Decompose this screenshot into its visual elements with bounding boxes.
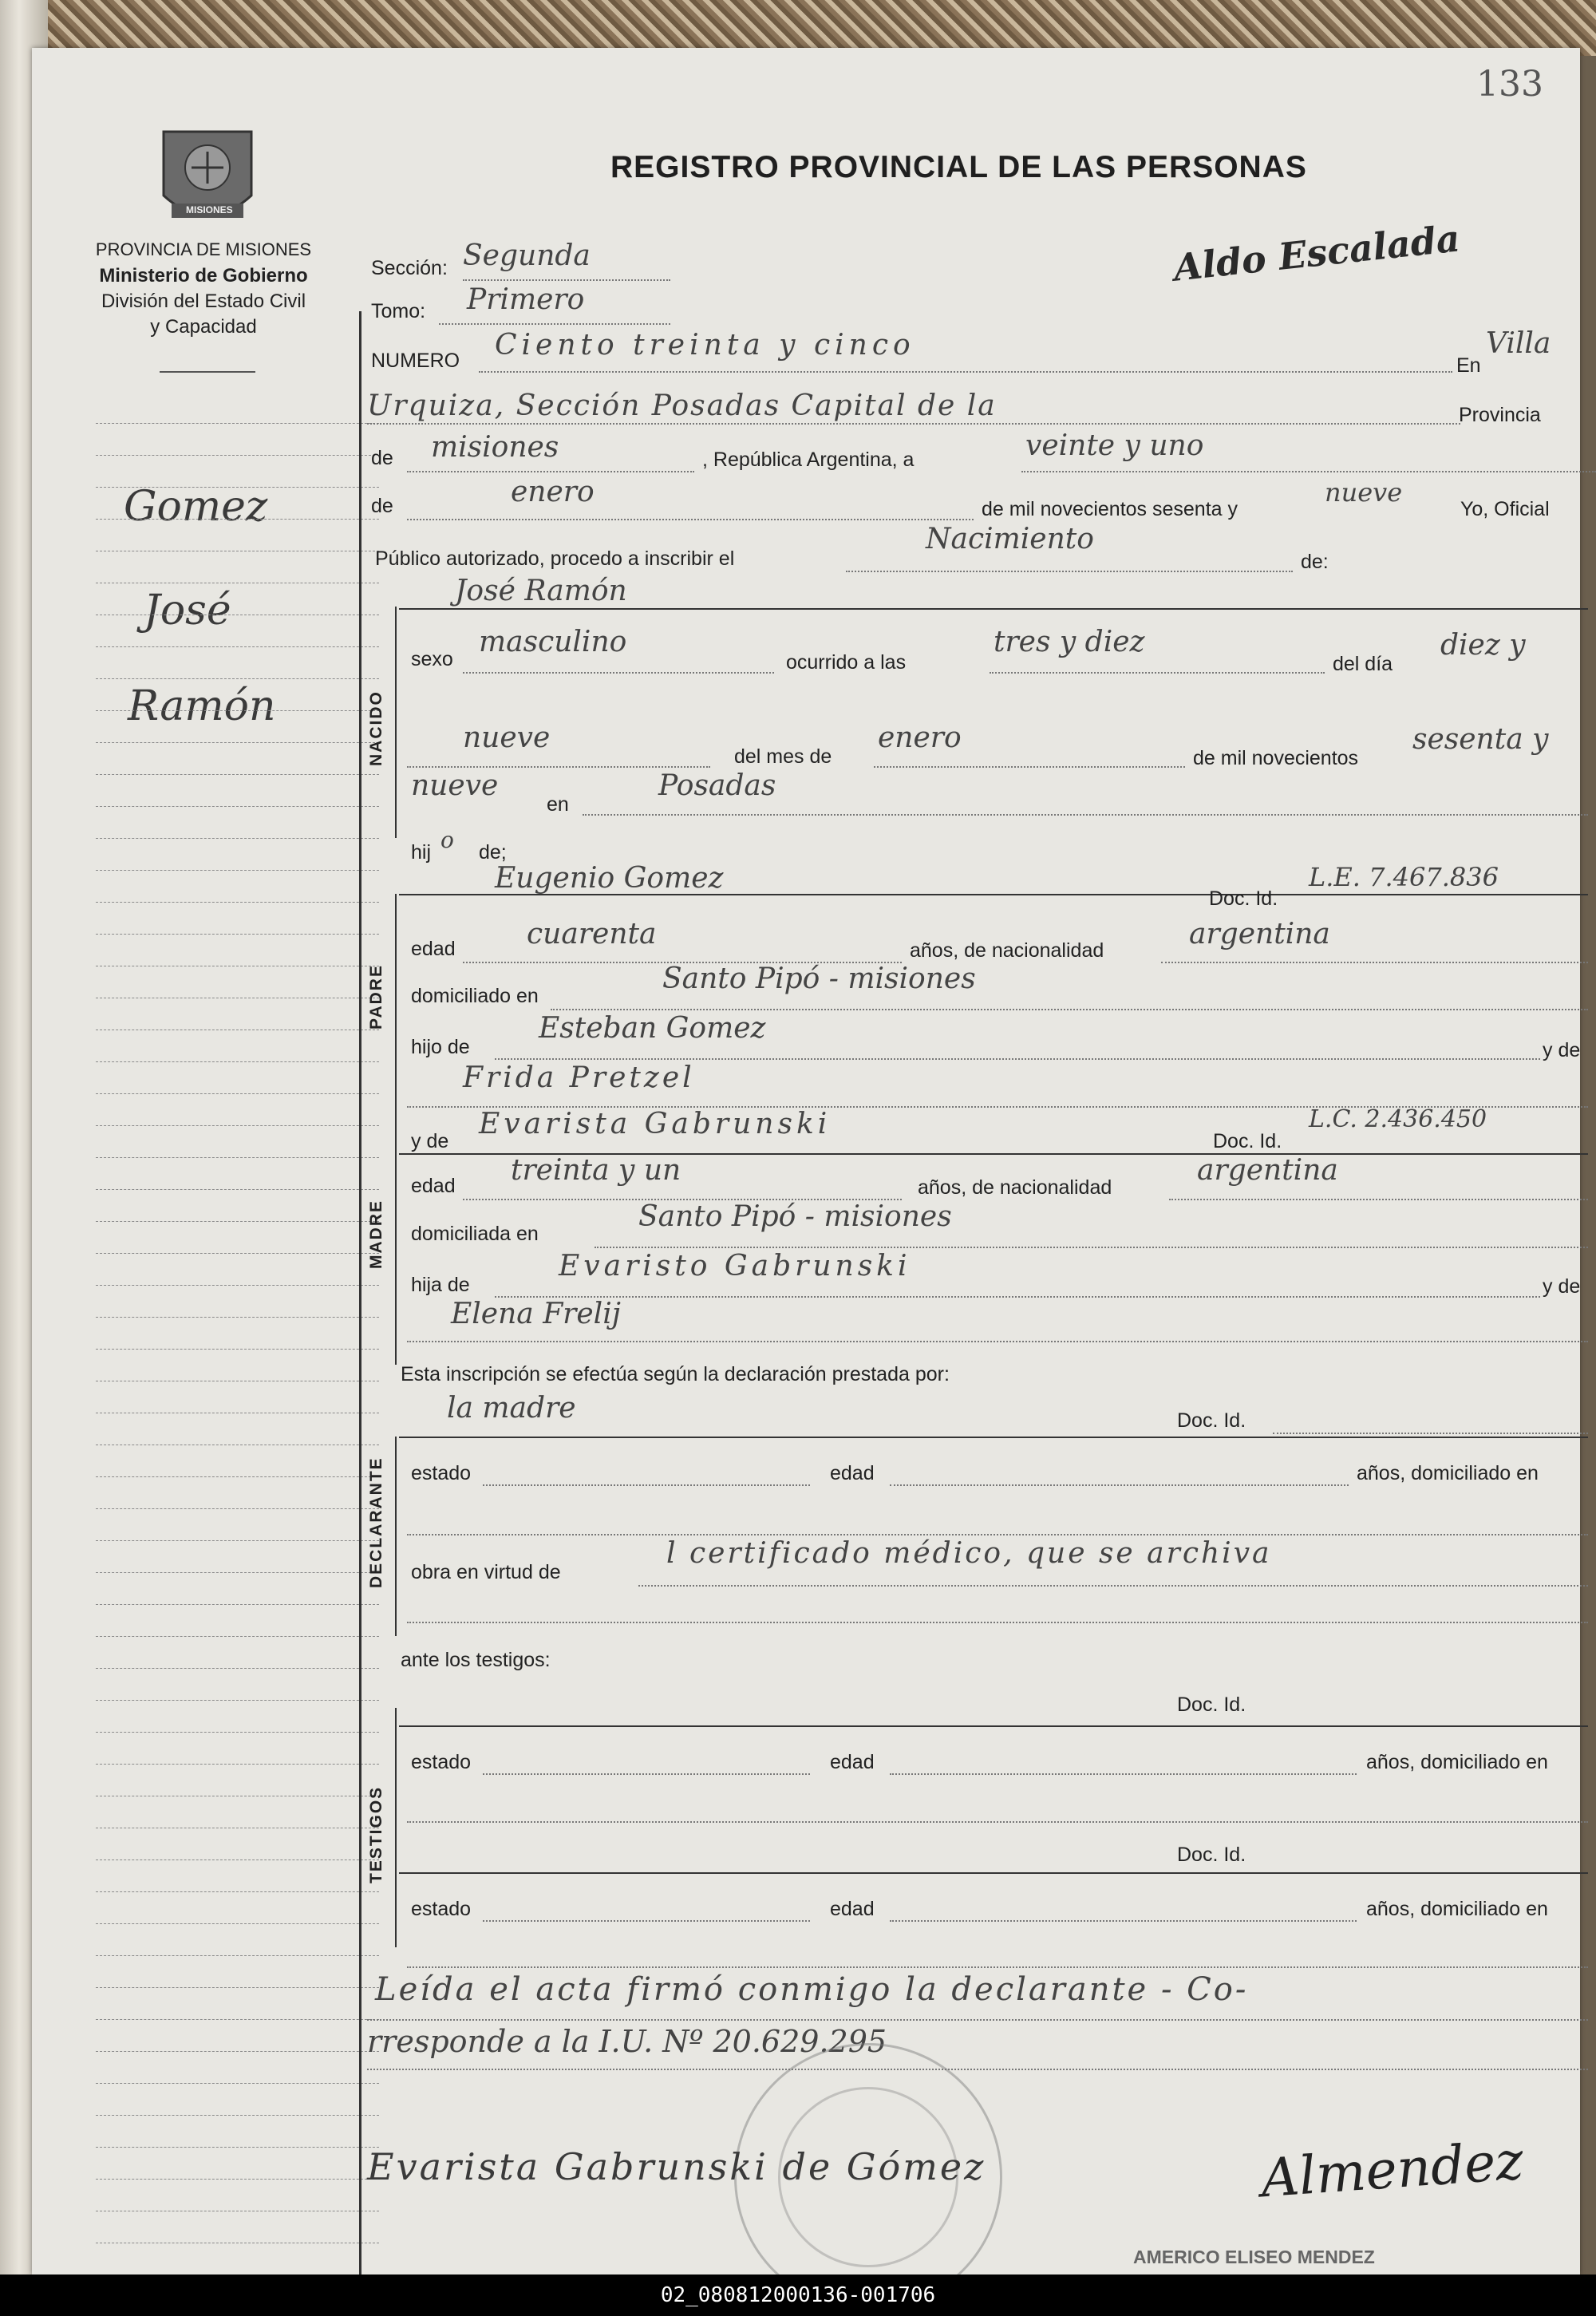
padre-doc-value: L.E. 7.467.836 bbox=[1309, 862, 1499, 892]
declarante-bracket bbox=[395, 1437, 397, 1636]
acto-line bbox=[846, 571, 1293, 572]
en-value: Villa bbox=[1486, 327, 1551, 360]
lugar-line bbox=[367, 423, 1460, 425]
margin-rule-line bbox=[96, 1732, 379, 1733]
margin-rule-line bbox=[96, 1125, 379, 1126]
ministry-name: Ministerio de Gobierno bbox=[99, 265, 308, 287]
page-number: 133 bbox=[1476, 64, 1543, 105]
margin-rule-line bbox=[96, 1317, 379, 1318]
ocurrido-label: ocurrido a las bbox=[786, 651, 907, 674]
margin-rule-line bbox=[96, 1891, 379, 1892]
padre-y-de-label: y de bbox=[1543, 1039, 1581, 1061]
margin-first-name: José bbox=[144, 587, 231, 634]
declarante-label: DECLARANTE bbox=[367, 1456, 385, 1588]
lugar-nac-value: Posadas bbox=[658, 769, 776, 802]
margin-rule-line bbox=[96, 1955, 379, 1956]
margin-rule-line bbox=[96, 2019, 379, 2020]
margin-rule-line bbox=[96, 519, 379, 520]
declarante-estado-label: estado bbox=[411, 1462, 472, 1484]
hijo-suffix: o bbox=[440, 827, 454, 853]
padre-label: PADRE bbox=[367, 964, 385, 1030]
margin-rule-line bbox=[96, 487, 379, 488]
fecha-anio-value: nueve bbox=[1325, 477, 1403, 508]
testigo1-dom-line bbox=[407, 1821, 1588, 1823]
madre-hija-label: hija de bbox=[411, 1274, 470, 1296]
publico-label: Público autorizado, procedo a inscribir el bbox=[375, 547, 735, 570]
declarante-top-rule bbox=[399, 1437, 1588, 1438]
fecha-dia-value: veinte y uno bbox=[1025, 429, 1204, 462]
nota-linea-2-rule bbox=[367, 2069, 1588, 2070]
official-name: AMERICO ELISEO MENDEZ bbox=[1133, 2247, 1375, 2267]
margin-rule-line bbox=[96, 1093, 379, 1094]
margin-rule-line bbox=[96, 1476, 379, 1477]
capacity-name: y Capacidad bbox=[150, 316, 257, 338]
sexo-value: masculino bbox=[479, 626, 627, 658]
margin-rule-line bbox=[96, 902, 379, 903]
hora-value: tres y diez bbox=[994, 626, 1145, 658]
padre-bracket bbox=[395, 894, 397, 1133]
testigo2-edad-line bbox=[890, 1920, 1357, 1922]
margin-rule-line bbox=[96, 2179, 379, 2180]
firma-oficial: Almendez bbox=[1258, 2129, 1526, 2210]
mes-nac-value: enero bbox=[878, 721, 962, 754]
madre-nac-value: argentina bbox=[1197, 1154, 1338, 1187]
testigo2-estado-label: estado bbox=[411, 1898, 472, 1920]
fecha-dia-line bbox=[1021, 471, 1596, 472]
seccion-line bbox=[463, 279, 670, 281]
testigo1-anios-label: años, domiciliado en bbox=[1366, 1751, 1548, 1773]
margin-rule-line bbox=[96, 1508, 379, 1509]
margin-rule-line bbox=[96, 710, 379, 711]
seal-label: MISIONES bbox=[186, 204, 233, 215]
lugar-nac-line bbox=[583, 814, 1588, 816]
declarante-anios-label: años, domiciliado en bbox=[1357, 1462, 1539, 1484]
del-mes-label: del mes de bbox=[734, 745, 832, 768]
mil-nov-2-label: de mil novecientos bbox=[1193, 747, 1359, 769]
padre-nac-line bbox=[1161, 962, 1588, 963]
numero-label: NUMERO bbox=[371, 350, 460, 372]
madre-dom-label: domiciliada en bbox=[411, 1223, 539, 1245]
numero-line bbox=[479, 371, 1452, 373]
margin-rule-line bbox=[96, 1764, 379, 1765]
testigo2-estado-line bbox=[483, 1920, 810, 1922]
provincia-value: misiones bbox=[431, 431, 559, 464]
obra-line-2 bbox=[407, 1622, 1588, 1623]
provincial-seal bbox=[148, 124, 267, 239]
madre-edad-label: edad bbox=[411, 1175, 456, 1197]
firma-declarante: Evarista Gabrunski de Gómez bbox=[367, 2145, 986, 2188]
margin-rule-line bbox=[96, 2051, 379, 2052]
de-label-2: de bbox=[371, 495, 393, 517]
nacido-top-rule bbox=[399, 608, 1588, 610]
margin-rule-line bbox=[96, 1572, 379, 1573]
declarante-estado-line bbox=[483, 1484, 810, 1486]
margin-rule-line bbox=[96, 1604, 379, 1605]
dia-nac-value-1: diez y bbox=[1440, 629, 1526, 662]
testigos-section-label: TESTIGOS bbox=[367, 1785, 385, 1883]
margin-rule-line bbox=[96, 1189, 379, 1190]
lugar-value: Urquiza, Sección Posadas Capital de la bbox=[367, 389, 997, 422]
hijo-label: hij bbox=[411, 841, 432, 864]
margin-rule-line bbox=[96, 423, 379, 424]
image-id-footer: 02_080812000136-001706 bbox=[0, 2275, 1596, 2316]
province-name: PROVINCIA DE MISIONES bbox=[95, 239, 312, 259]
testigo1-top-rule bbox=[399, 1725, 1588, 1727]
de-label: de bbox=[371, 447, 393, 469]
nota-linea-1: Leída el acta firmó conmigo la declarante - Co- bbox=[375, 1971, 1249, 2008]
margin-rule-line bbox=[96, 1668, 379, 1669]
registry-title: REGISTRO PROVINCIAL DE LAS PERSONAS bbox=[610, 150, 1307, 184]
declarante-edad-label: edad bbox=[830, 1462, 875, 1484]
margin-rule-line bbox=[96, 1253, 379, 1254]
provincia-label: Provincia bbox=[1459, 404, 1541, 426]
seccion-label: Sección: bbox=[371, 257, 448, 279]
provincia-line bbox=[407, 471, 694, 472]
madre-nombre-value: Evarista Gabrunski bbox=[479, 1108, 832, 1140]
margin-rule-line bbox=[96, 742, 379, 743]
testigo1-estado-label: estado bbox=[411, 1751, 472, 1773]
testigos-bracket bbox=[395, 1708, 397, 1947]
sexo-label: sexo bbox=[411, 648, 453, 670]
margin-rule-line bbox=[96, 1221, 379, 1222]
nacido-label: NACIDO bbox=[367, 690, 385, 766]
padre-dom-line bbox=[551, 1009, 1588, 1010]
margin-rule-line bbox=[96, 1349, 379, 1350]
acto-value: Nacimiento bbox=[926, 523, 1094, 555]
numero-value: Ciento treinta y cinco bbox=[495, 329, 915, 362]
margin-surname: Gomez bbox=[124, 483, 268, 531]
en-lugar-label: en bbox=[547, 793, 569, 816]
margin-rule-line bbox=[96, 678, 379, 679]
margin-rule-line bbox=[96, 2083, 379, 2084]
madre-madre-value: Elena Frelij bbox=[451, 1298, 621, 1330]
margin-second-name: Ramón bbox=[128, 682, 276, 730]
nombre-value: José Ramón bbox=[455, 575, 627, 607]
margin-rule-line bbox=[96, 774, 379, 775]
ministry-underline bbox=[160, 371, 255, 373]
madre-bracket bbox=[395, 1133, 397, 1365]
padre-dom-value: Santo Pipó - misiones bbox=[662, 962, 976, 995]
padre-dom-label: domiciliado en bbox=[411, 985, 539, 1007]
fecha-mes-value: enero bbox=[511, 476, 595, 508]
madre-dom-line bbox=[595, 1247, 1588, 1248]
padre-nac-value: argentina bbox=[1189, 918, 1330, 951]
madre-label: MADRE bbox=[367, 1199, 385, 1269]
en-label: En bbox=[1456, 354, 1481, 377]
margin-rule-line bbox=[96, 1636, 379, 1637]
declarante-doc-line bbox=[1273, 1433, 1588, 1434]
mes-nac-line bbox=[874, 766, 1185, 768]
top-signature: Aldo Escalada bbox=[1171, 216, 1462, 290]
madre-y-de-label-2: y de bbox=[1543, 1275, 1581, 1298]
padre-nombre-value: Eugenio Gomez bbox=[495, 862, 724, 895]
declarante-edad-line bbox=[890, 1484, 1349, 1486]
hora-line bbox=[990, 672, 1325, 674]
de-colon-label: de: bbox=[1301, 551, 1329, 573]
nacido-bracket bbox=[395, 607, 397, 838]
padre-hijo-value: Esteban Gomez bbox=[539, 1012, 766, 1045]
mil-novecientos-label: de mil novecientos sesenta y bbox=[982, 498, 1238, 520]
hijo-de-label: de; bbox=[479, 841, 507, 864]
declarante-dom-line bbox=[407, 1534, 1588, 1535]
margin-rule-line bbox=[96, 1061, 379, 1062]
margin-rule-line bbox=[96, 806, 379, 807]
testigo2-doc-label: Doc. Id. bbox=[1177, 1844, 1246, 1866]
madre-hija-value: Evaristo Gabrunski bbox=[559, 1250, 911, 1282]
margin-rule-line bbox=[96, 1540, 379, 1541]
testigos-label: ante los testigos: bbox=[401, 1649, 551, 1671]
margin-rule-line bbox=[96, 455, 379, 456]
sexo-line bbox=[463, 672, 774, 674]
madre-y-de-label: y de bbox=[411, 1130, 449, 1152]
testigo2-anios-label: años, domiciliado en bbox=[1366, 1898, 1548, 1920]
testigo1-estado-line bbox=[483, 1773, 810, 1775]
declarante-value: la madre bbox=[447, 1392, 576, 1425]
tomo-line bbox=[439, 323, 670, 325]
madre-doc-value: L.C. 2.436.450 bbox=[1309, 1105, 1487, 1133]
madre-madre-line bbox=[407, 1341, 1588, 1342]
fecha-mes-line bbox=[407, 519, 974, 520]
division-name: División del Estado Civil bbox=[101, 290, 306, 312]
madre-hija-line bbox=[495, 1296, 1540, 1298]
madre-dom-value: Santo Pipó - misiones bbox=[638, 1200, 952, 1233]
padre-doc-label: Doc. Id. bbox=[1209, 887, 1278, 910]
registry-page bbox=[32, 48, 1580, 2275]
padre-hijo-line bbox=[495, 1058, 1540, 1060]
tomo-value: Primero bbox=[467, 283, 585, 316]
margin-rule-line bbox=[96, 646, 379, 647]
madre-edad-value: treinta y un bbox=[511, 1154, 681, 1187]
padre-edad-value: cuarenta bbox=[527, 918, 657, 951]
testigo2-dom-line bbox=[407, 1966, 1588, 1968]
margin-rule-line bbox=[96, 1285, 379, 1286]
madre-nac-line bbox=[1169, 1199, 1588, 1200]
margin-rule-line bbox=[96, 838, 379, 839]
del-dia-label: del día bbox=[1333, 653, 1393, 675]
page-divider bbox=[359, 311, 361, 2275]
nota-linea-1-rule bbox=[367, 2019, 1588, 2021]
margin-rule-line bbox=[96, 1987, 379, 1988]
obra-label: obra en virtud de bbox=[411, 1561, 561, 1583]
obra-value: l certificado médico, que se archiva bbox=[666, 1537, 1272, 1570]
padre-hijo-label: hijo de bbox=[411, 1036, 470, 1058]
testigo1-doc-label: Doc. Id. bbox=[1177, 1694, 1246, 1716]
margin-rule-line bbox=[96, 1157, 379, 1158]
republica-label: , República Argentina, a bbox=[702, 449, 915, 471]
anio-nac-value-1: sesenta y bbox=[1412, 723, 1549, 756]
padre-anios-label: años, de nacionalidad bbox=[910, 939, 1104, 962]
anio-nac-value-2: nueve bbox=[411, 769, 499, 802]
madre-doc-label: Doc. Id. bbox=[1213, 1130, 1282, 1152]
testigo1-edad-line bbox=[890, 1773, 1357, 1775]
margin-rule-line bbox=[96, 1700, 379, 1701]
inscripcion-label: Esta inscripción se efectúa según la declaración prestada por: bbox=[401, 1363, 950, 1385]
madre-anios-label: años, de nacionalidad bbox=[918, 1176, 1112, 1199]
seccion-value: Segunda bbox=[463, 239, 591, 272]
obra-line bbox=[638, 1585, 1588, 1587]
testigo2-top-rule bbox=[399, 1872, 1588, 1874]
yo-oficial-label: Yo, Oficial bbox=[1460, 498, 1550, 520]
padre-madre-value: Frida Pretzel bbox=[463, 1061, 695, 1094]
testigo1-edad-label: edad bbox=[830, 1751, 875, 1773]
testigo2-edad-label: edad bbox=[830, 1898, 875, 1920]
padre-edad-label: edad bbox=[411, 938, 456, 960]
declarante-doc-label: Doc. Id. bbox=[1177, 1409, 1246, 1432]
margin-rule-line bbox=[96, 1923, 379, 1924]
margin-rule-line bbox=[96, 2115, 379, 2116]
margin-rule-line bbox=[96, 2147, 379, 2148]
margin-rule-line bbox=[96, 934, 379, 935]
margin-rule-line bbox=[96, 870, 379, 871]
nota-linea-2: rresponde a la I.U. Nº 20.629.295 bbox=[367, 2024, 887, 2059]
dia-nac-line bbox=[407, 766, 710, 768]
tomo-label: Tomo: bbox=[371, 300, 426, 322]
dia-nac-value-2: nueve bbox=[463, 721, 551, 754]
